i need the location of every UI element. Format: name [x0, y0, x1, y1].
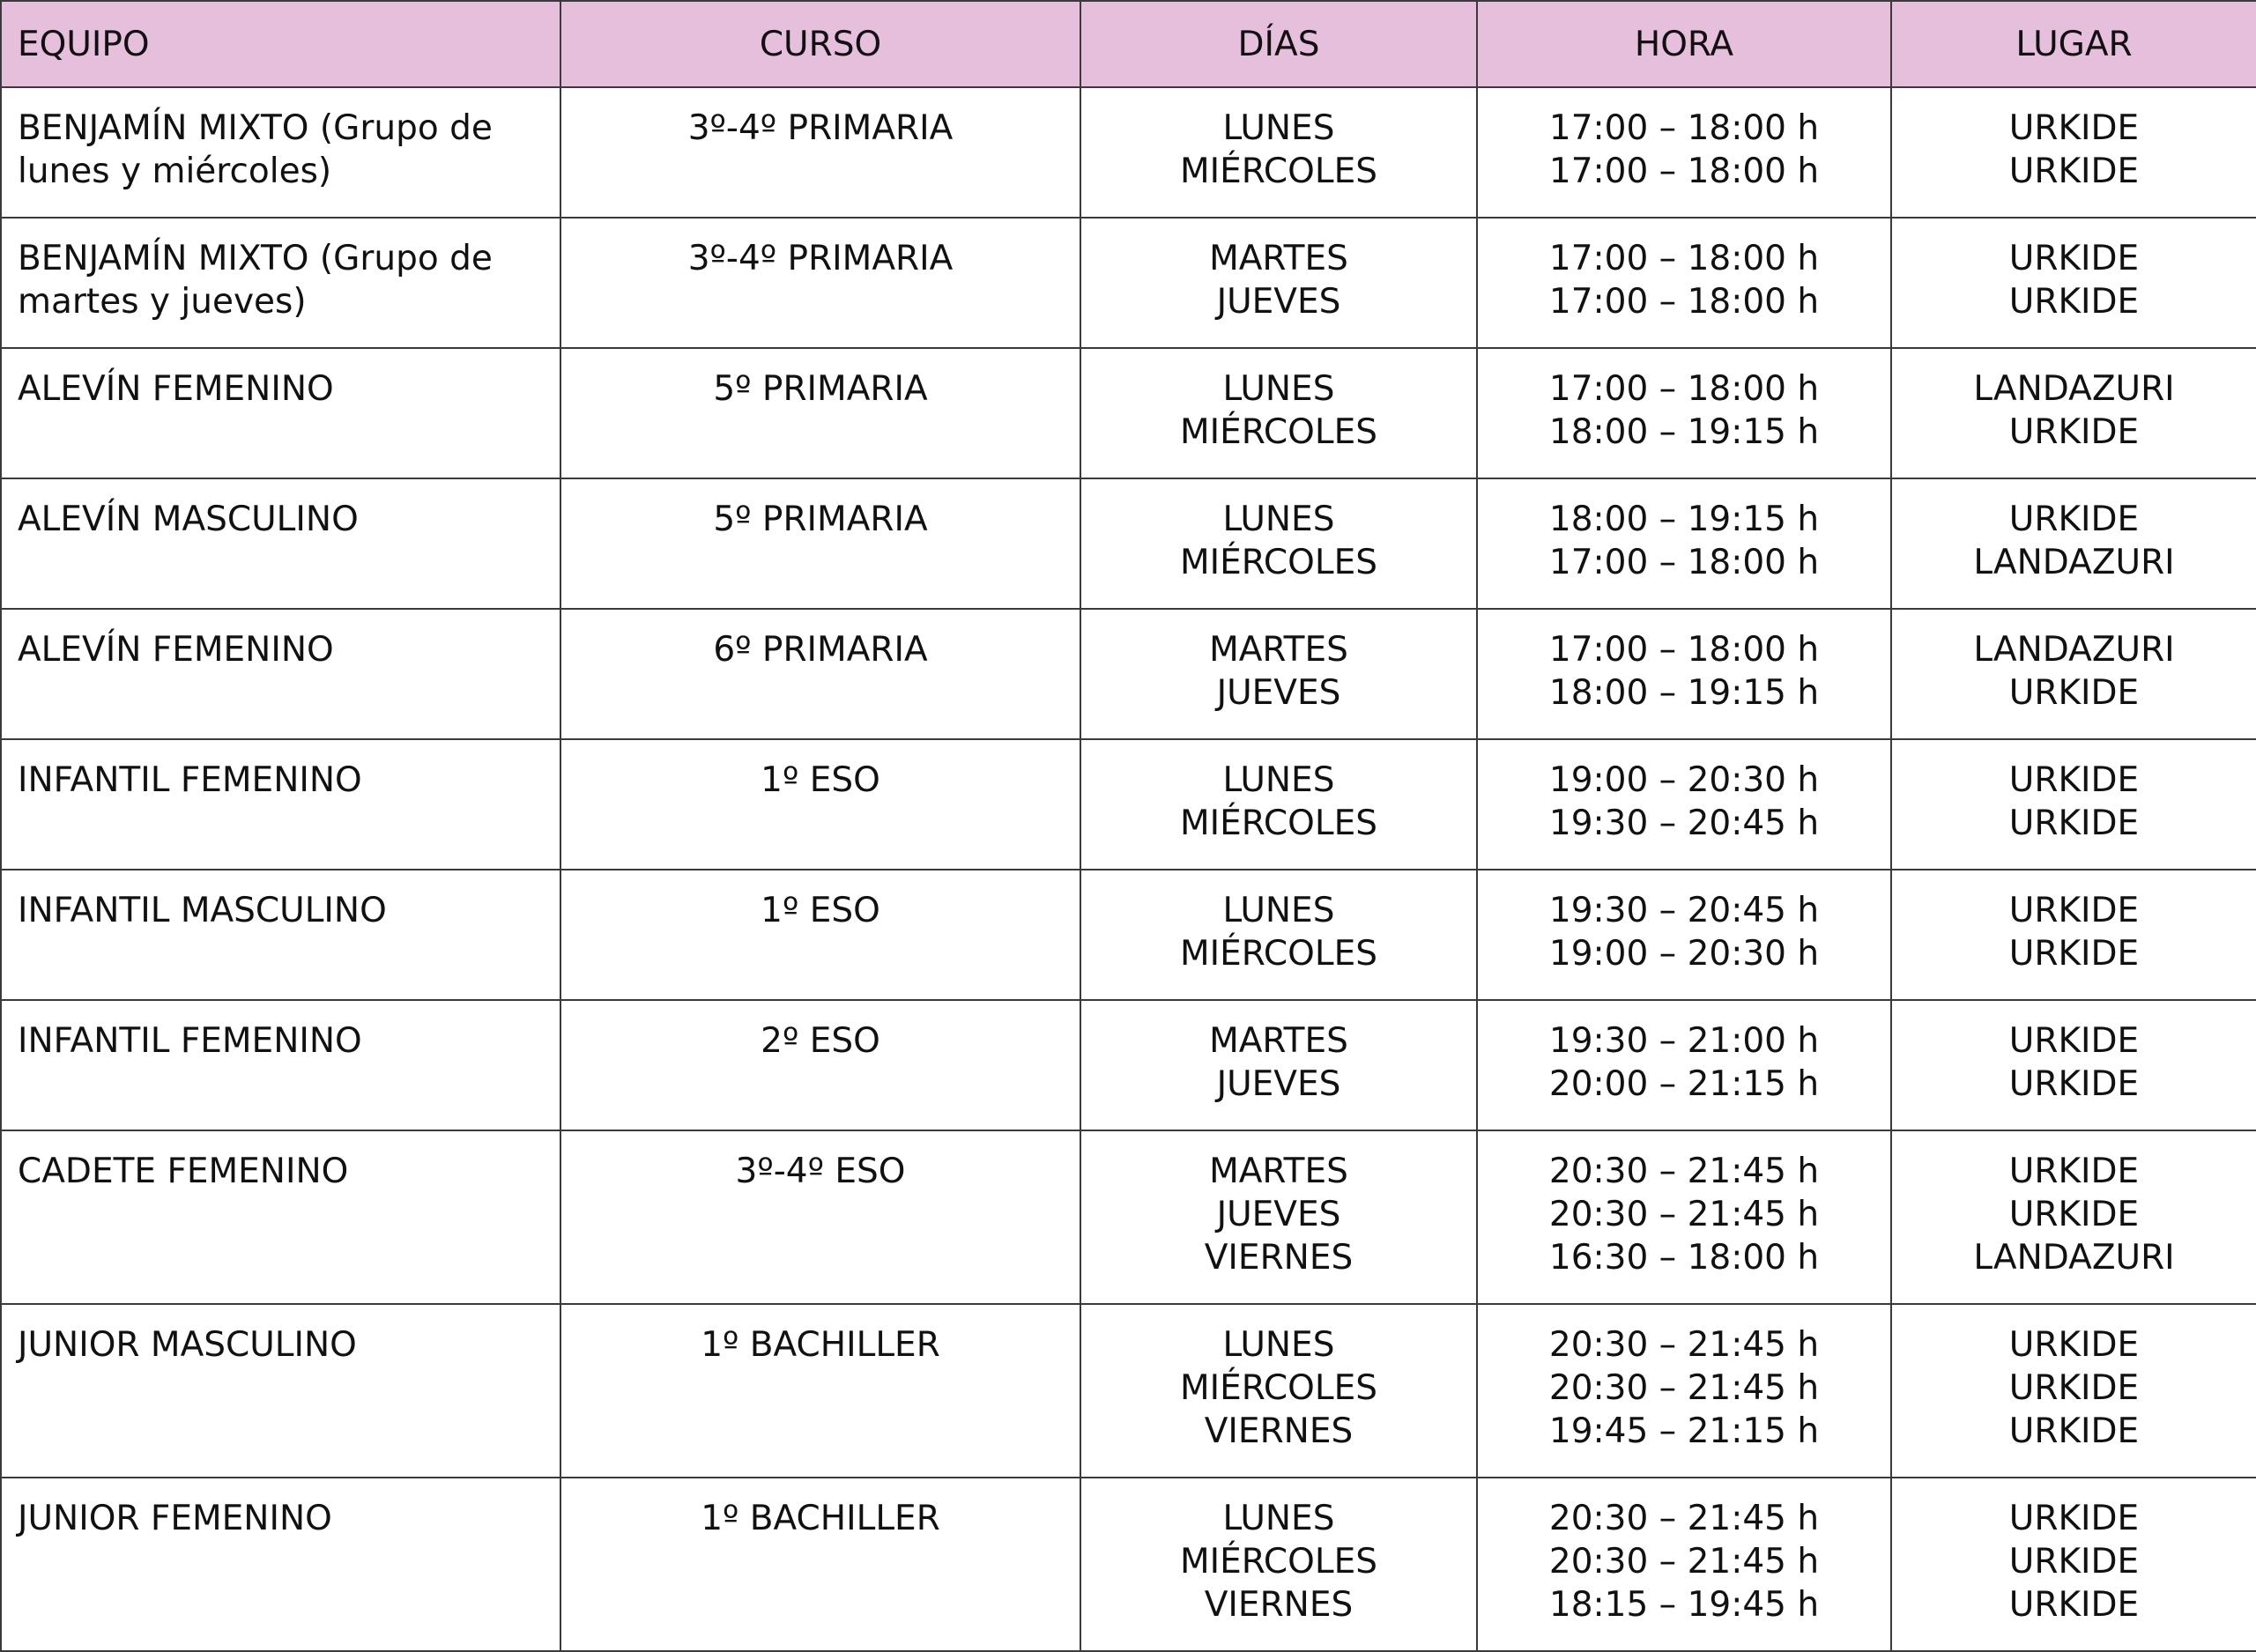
hora-line: 17:00 – 18:00 h — [1548, 239, 1820, 278]
cell-lugar — [1891, 1478, 2256, 1651]
cell-equipo: ALEVÍN FEMENINO — [1, 348, 560, 478]
table-row — [1, 218, 2256, 348]
header-hora: HORA — [1477, 1, 1891, 87]
lugar-line: URKIDE — [2008, 804, 2140, 843]
hora-line: 19:00 – 20:30 h — [1548, 760, 1820, 800]
hora-line: 18:00 – 19:15 h — [1548, 500, 1820, 539]
hora-line: 17:00 – 18:00 h — [1548, 369, 1820, 409]
lugar-line: URKIDE — [2008, 412, 2140, 452]
lugar-line: URKIDE — [2008, 1021, 2140, 1061]
lugar-line: LANDAZURI — [1973, 543, 2175, 582]
lugar-line: URKIDE — [2008, 1325, 2140, 1365]
cell-hora — [1477, 87, 1891, 218]
lugar-line: LANDAZURI — [1973, 630, 2175, 670]
dia-line: LUNES — [1222, 369, 1335, 409]
cell-dias — [1080, 739, 1477, 870]
lugar-line: URKIDE — [2008, 1368, 2140, 1408]
cell-equipo: BENJAMÍN MIXTO (Grupo de martes y jueves) — [1, 218, 560, 348]
hora-line: 19:30 – 20:45 h — [1548, 804, 1820, 843]
lugar-line: URKIDE — [2008, 1411, 2140, 1451]
lugar-line: URKIDE — [2008, 282, 2140, 322]
cell-hora — [1477, 1130, 1891, 1304]
hora-line: 19:45 – 21:15 h — [1548, 1411, 1820, 1451]
lugar-line: URKIDE — [2008, 934, 2140, 974]
lugar-line: URKIDE — [2008, 1152, 2140, 1191]
dia-line: MIÉRCOLES — [1179, 152, 1377, 191]
cell-dias — [1080, 1130, 1477, 1304]
cell-hora — [1477, 478, 1891, 609]
dia-line: LUNES — [1222, 108, 1335, 148]
cell-curso: 3º-4º ESO — [560, 1130, 1080, 1304]
hora-line: 19:00 – 20:30 h — [1548, 934, 1820, 974]
dia-line: JUEVES — [1216, 282, 1341, 322]
cell-dias — [1080, 348, 1477, 478]
cell-curso: 6º PRIMARIA — [560, 609, 1080, 739]
cell-equipo: ALEVÍN MASCULINO — [1, 478, 560, 609]
table-body — [1, 87, 2256, 1651]
lugar-line: LANDAZURI — [1973, 1238, 2175, 1278]
dia-line: MIÉRCOLES — [1179, 1542, 1377, 1582]
hora-line: 20:30 – 21:45 h — [1548, 1325, 1820, 1365]
hora-line: 18:15 – 19:45 h — [1548, 1585, 1820, 1625]
cell-lugar — [1891, 1130, 2256, 1304]
dia-line: MARTES — [1209, 1152, 1348, 1191]
cell-hora — [1477, 1000, 1891, 1130]
cell-equipo: ALEVÍN FEMENINO — [1, 609, 560, 739]
table-row — [1, 348, 2256, 478]
dia-line: JUEVES — [1216, 1195, 1341, 1234]
cell-equipo: BENJAMÍN MIXTO (Grupo de lunes y miércoles) — [1, 87, 560, 218]
table-row — [1, 739, 2256, 870]
lugar-line: LANDAZURI — [1973, 369, 2175, 409]
dia-line: JUEVES — [1216, 673, 1341, 713]
hora-line: 18:00 – 19:15 h — [1548, 673, 1820, 713]
lugar-line: URKIDE — [2008, 152, 2140, 191]
header-equipo: EQUIPO — [1, 1, 560, 87]
table-row — [1, 870, 2256, 1000]
dia-line: MARTES — [1209, 630, 1348, 670]
lugar-line: URKIDE — [2008, 1542, 2140, 1582]
cell-curso: 5º PRIMARIA — [560, 478, 1080, 609]
table-row — [1, 87, 2256, 218]
cell-equipo: CADETE FEMENINO — [1, 1130, 560, 1304]
cell-lugar — [1891, 87, 2256, 218]
hora-line: 16:30 – 18:00 h — [1548, 1238, 1820, 1278]
cell-curso: 1º BACHILLER — [560, 1304, 1080, 1478]
header-row — [1, 1, 2256, 87]
hora-line: 17:00 – 18:00 h — [1548, 543, 1820, 582]
lugar-line: URKIDE — [2008, 500, 2140, 539]
cell-dias — [1080, 218, 1477, 348]
cell-dias — [1080, 87, 1477, 218]
lugar-line: URKIDE — [2008, 1195, 2140, 1234]
cell-equipo: JUNIOR MASCULINO — [1, 1304, 560, 1478]
lugar-line: URKIDE — [2008, 760, 2140, 800]
dia-line: VIERNES — [1204, 1585, 1354, 1625]
dia-line: LUNES — [1222, 760, 1335, 800]
dia-line: LUNES — [1222, 1499, 1335, 1538]
hora-line: 17:00 – 18:00 h — [1548, 630, 1820, 670]
cell-lugar — [1891, 348, 2256, 478]
table-row — [1, 1130, 2256, 1304]
lugar-line: URKIDE — [2008, 673, 2140, 713]
dia-line: LUNES — [1222, 500, 1335, 539]
cell-dias — [1080, 1478, 1477, 1651]
lugar-line: URKIDE — [2008, 1064, 2140, 1104]
dia-line: MIÉRCOLES — [1179, 934, 1377, 974]
hora-line: 17:00 – 18:00 h — [1548, 282, 1820, 322]
hora-line: 20:30 – 21:45 h — [1548, 1499, 1820, 1538]
hora-line: 18:00 – 19:15 h — [1548, 412, 1820, 452]
cell-hora — [1477, 870, 1891, 1000]
cell-curso: 5º PRIMARIA — [560, 348, 1080, 478]
hora-line: 19:30 – 20:45 h — [1548, 891, 1820, 930]
dia-line: VIERNES — [1204, 1411, 1354, 1451]
cell-dias — [1080, 478, 1477, 609]
hora-line: 20:30 – 21:45 h — [1548, 1195, 1820, 1234]
cell-curso: 1º ESO — [560, 739, 1080, 870]
cell-equipo: JUNIOR FEMENINO — [1, 1478, 560, 1651]
cell-curso: 3º-4º PRIMARIA — [560, 218, 1080, 348]
table-row — [1, 1478, 2256, 1651]
dia-line: MIÉRCOLES — [1179, 1368, 1377, 1408]
cell-hora — [1477, 218, 1891, 348]
dia-line: MIÉRCOLES — [1179, 804, 1377, 843]
cell-curso: 3º-4º PRIMARIA — [560, 87, 1080, 218]
cell-hora — [1477, 609, 1891, 739]
cell-lugar — [1891, 739, 2256, 870]
cell-curso: 1º ESO — [560, 870, 1080, 1000]
cell-curso: 1º BACHILLER — [560, 1478, 1080, 1651]
header-dias: DÍAS — [1080, 1, 1477, 87]
cell-hora — [1477, 1304, 1891, 1478]
cell-dias — [1080, 1000, 1477, 1130]
cell-equipo: INFANTIL FEMENINO — [1, 739, 560, 870]
hora-line: 17:00 – 18:00 h — [1548, 152, 1820, 191]
cell-equipo: INFANTIL MASCULINO — [1, 870, 560, 1000]
table-row — [1, 1000, 2256, 1130]
cell-hora — [1477, 1478, 1891, 1651]
header-lugar: LUGAR — [1891, 1, 2256, 87]
hora-line: 20:00 – 21:15 h — [1548, 1064, 1820, 1104]
dia-line: MIÉRCOLES — [1179, 412, 1377, 452]
hora-line: 19:30 – 21:00 h — [1548, 1021, 1820, 1061]
dia-line: LUNES — [1222, 1325, 1335, 1365]
table-header — [1, 1, 2256, 87]
cell-lugar — [1891, 478, 2256, 609]
cell-lugar — [1891, 218, 2256, 348]
cell-curso: 2º ESO — [560, 1000, 1080, 1130]
dia-line: VIERNES — [1204, 1238, 1354, 1278]
table-row — [1, 609, 2256, 739]
lugar-line: URKIDE — [2008, 239, 2140, 278]
lugar-line: URKIDE — [2008, 108, 2140, 148]
cell-hora — [1477, 348, 1891, 478]
hora-line: 17:00 – 18:00 h — [1548, 108, 1820, 148]
dia-line: MARTES — [1209, 239, 1348, 278]
cell-lugar — [1891, 870, 2256, 1000]
cell-lugar — [1891, 609, 2256, 739]
lugar-line: URKIDE — [2008, 1499, 2140, 1538]
cell-equipo: INFANTIL FEMENINO — [1, 1000, 560, 1130]
dia-line: JUEVES — [1216, 1064, 1341, 1104]
cell-dias — [1080, 870, 1477, 1000]
hora-line: 20:30 – 21:45 h — [1548, 1368, 1820, 1408]
lugar-line: URKIDE — [2008, 891, 2140, 930]
cell-hora — [1477, 739, 1891, 870]
dia-line: MARTES — [1209, 1021, 1348, 1061]
dia-line: LUNES — [1222, 891, 1335, 930]
lugar-line: URKIDE — [2008, 1585, 2140, 1625]
hora-line: 20:30 – 21:45 h — [1548, 1152, 1820, 1191]
cell-lugar — [1891, 1000, 2256, 1130]
cell-dias — [1080, 609, 1477, 739]
table-row — [1, 478, 2256, 609]
hora-line: 20:30 – 21:45 h — [1548, 1542, 1820, 1582]
cell-lugar — [1891, 1304, 2256, 1478]
table-row — [1, 1304, 2256, 1478]
header-curso: CURSO — [560, 1, 1080, 87]
dia-line: MIÉRCOLES — [1179, 543, 1377, 582]
cell-dias — [1080, 1304, 1477, 1478]
